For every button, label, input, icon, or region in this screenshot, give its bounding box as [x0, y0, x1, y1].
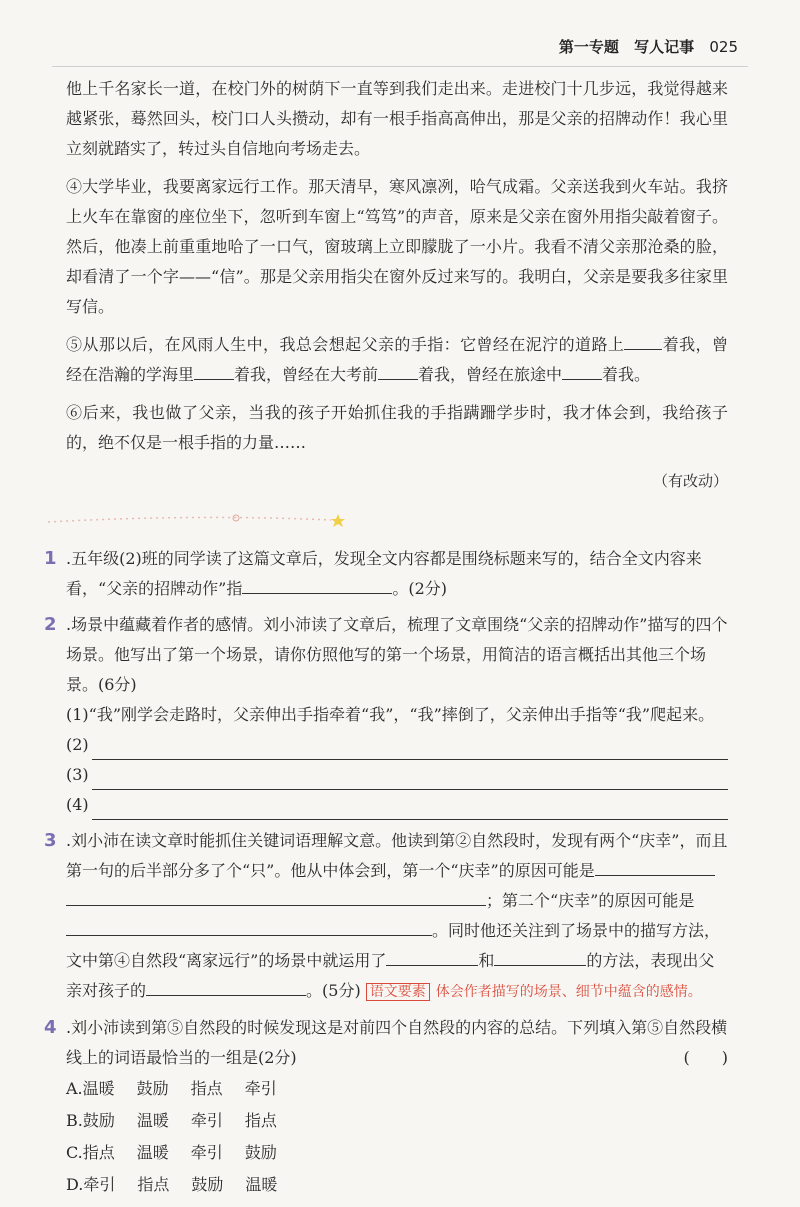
answer-option[interactable]: A.温暖 鼓励 指点 牵引 [66, 1079, 277, 1098]
page-number: 025 [709, 38, 738, 56]
question-1: 1 .五年级(2)班的同学读了这篇文章后，发现全文内容都是围绕标题来写的，结合全文内容来看，“父亲的招牌动作”指 。(2分) [66, 544, 728, 604]
fill-blank[interactable] [378, 361, 418, 380]
example-scene: (1)“我”刚学会走路时，父亲伸出手指牵着“我”，“我”摔倒了，父亲伸出手指等“我”爬起来。 [66, 705, 715, 724]
question-4: 4 .刘小沛读到第⑤自然段的时候发现这是对前四个自然段的内容的总结。下列填入第⑤自然段横线上的词语最恰当的一组是(2分) ( ) A.温暖 鼓励 指点 牵引 B.鼓励 温暖 牵引 指点 C.指点 温暖 牵引 鼓励 D.牵引 指点 鼓励 温暖 [66, 1013, 728, 1201]
answer-blank[interactable] [595, 857, 715, 876]
answer-option[interactable]: C.指点 温暖 牵引 鼓励 [66, 1143, 277, 1162]
question-number: 1 [44, 548, 57, 569]
page-header [549, 36, 738, 57]
answer-blank[interactable] [146, 977, 306, 996]
answer-line[interactable]: (4) [66, 790, 728, 820]
answer-blank[interactable] [494, 947, 586, 966]
page-content [44, 74, 728, 1207]
answer-line[interactable]: (3) [66, 760, 728, 790]
answer-parentheses[interactable]: ( ) [683, 1048, 728, 1067]
topic-title: 写人记事 [634, 38, 695, 56]
question-2: 2 .场景中蕴藏着作者的感情。刘小沛读了文章后，梳理了文章围绕“父亲的招牌动作”描写的四个场景。他写出了第一个场景，请你仿照他写的第一个场景，用简洁的语言概括出其他三个场景。(6分) (1)“我”刚学会走路时，父亲伸出手指牵着“我”，“我”摔倒了，父亲伸出手指等“我”爬起来。 (2) (3) (4) [66, 610, 728, 820]
decorative-divider [46, 500, 728, 540]
skill-tag: 语文要素 体会作者描写的场景、细节中蕴含的感情。 [366, 977, 702, 1007]
answer-blank[interactable] [66, 887, 486, 906]
passage-paragraph: ⑥后来，我也做了父亲，当我的孩子开始抓住我的手指蹒跚学步时，我才体会到，我给孩子的，绝不仅是一根手指的力量…… [66, 403, 728, 452]
passage-paragraph: ⑤从那以后，在风雨人生中，我总会想起父亲的手指：它曾经在泥泞的道路上 着我，曾经在浩瀚的学海里 着我，曾经在大考前 着我，曾经在旅途中 着我。 [66, 330, 728, 390]
passage-paragraph: 他上千名家长一道，在校门外的树荫下一直等到我们走出来。走进校门十几步远，我觉得越来越紧张，蓦然回头，校门口人头攒动，却有一根手指高高伸出，那是父亲的招牌动作！我心里立刻就踏实了，转过头自信地向考场走去。 [66, 79, 728, 158]
options-list [66, 1073, 728, 1201]
fill-blank[interactable] [624, 331, 662, 350]
question-number: 2 [44, 614, 57, 635]
question-3: 3 .刘小沛在读文章时能抓住关键词语理解文意。他读到第②自然段时，发现有两个“庆幸”，而且第一句的后半部分多了个“只”。他从中体会到，第一个“庆幸”的原因可能是；第二个“庆幸”的原因可能是。同时他还关注到了场景中的描写方法，文中第④自然段“离家远行”的场景中就运用了 和 的方法，表现出父亲对孩子的 。(5分) 语文要素 体会作者描写的场景、细节中蕴含的感情。 [66, 826, 728, 1007]
answer-blank[interactable] [66, 917, 102, 936]
passage-paragraph: ④大学毕业，我要离家远行工作。那天清早，寒风凛冽，哈气成霜。父亲送我到火车站。我挤上火车在靠窗的座位坐下，忽听到车窗上“笃笃”的声音，原来是父亲在窗外用指尖敲着窗子。然后，他凑上前重重地哈了一口气，窗玻璃上立即朦胧了一小片。我看不清父亲那沧桑的脸，却看清了一个字——“信”。那是父亲用指尖在窗外反过来写的。我明白，父亲是要我多往家里写信。 [66, 177, 728, 316]
answer-option[interactable]: B.鼓励 温暖 牵引 指点 [66, 1111, 277, 1130]
answer-blank[interactable] [386, 947, 478, 966]
question-number: 4 [44, 1017, 57, 1038]
answer-option[interactable]: D.牵引 指点 鼓励 温暖 [66, 1175, 278, 1194]
header-rule [52, 66, 748, 67]
fill-blank[interactable] [194, 361, 234, 380]
answer-line[interactable]: (2) [66, 730, 728, 760]
question-number: 3 [44, 830, 57, 851]
answer-blank[interactable] [242, 575, 392, 594]
section-title: 第一专题 [558, 38, 619, 56]
fill-blank[interactable] [562, 361, 602, 380]
source-note: （有改动） [652, 472, 728, 490]
dotted-divider-icon [46, 510, 346, 530]
answer-blank[interactable] [102, 917, 432, 936]
